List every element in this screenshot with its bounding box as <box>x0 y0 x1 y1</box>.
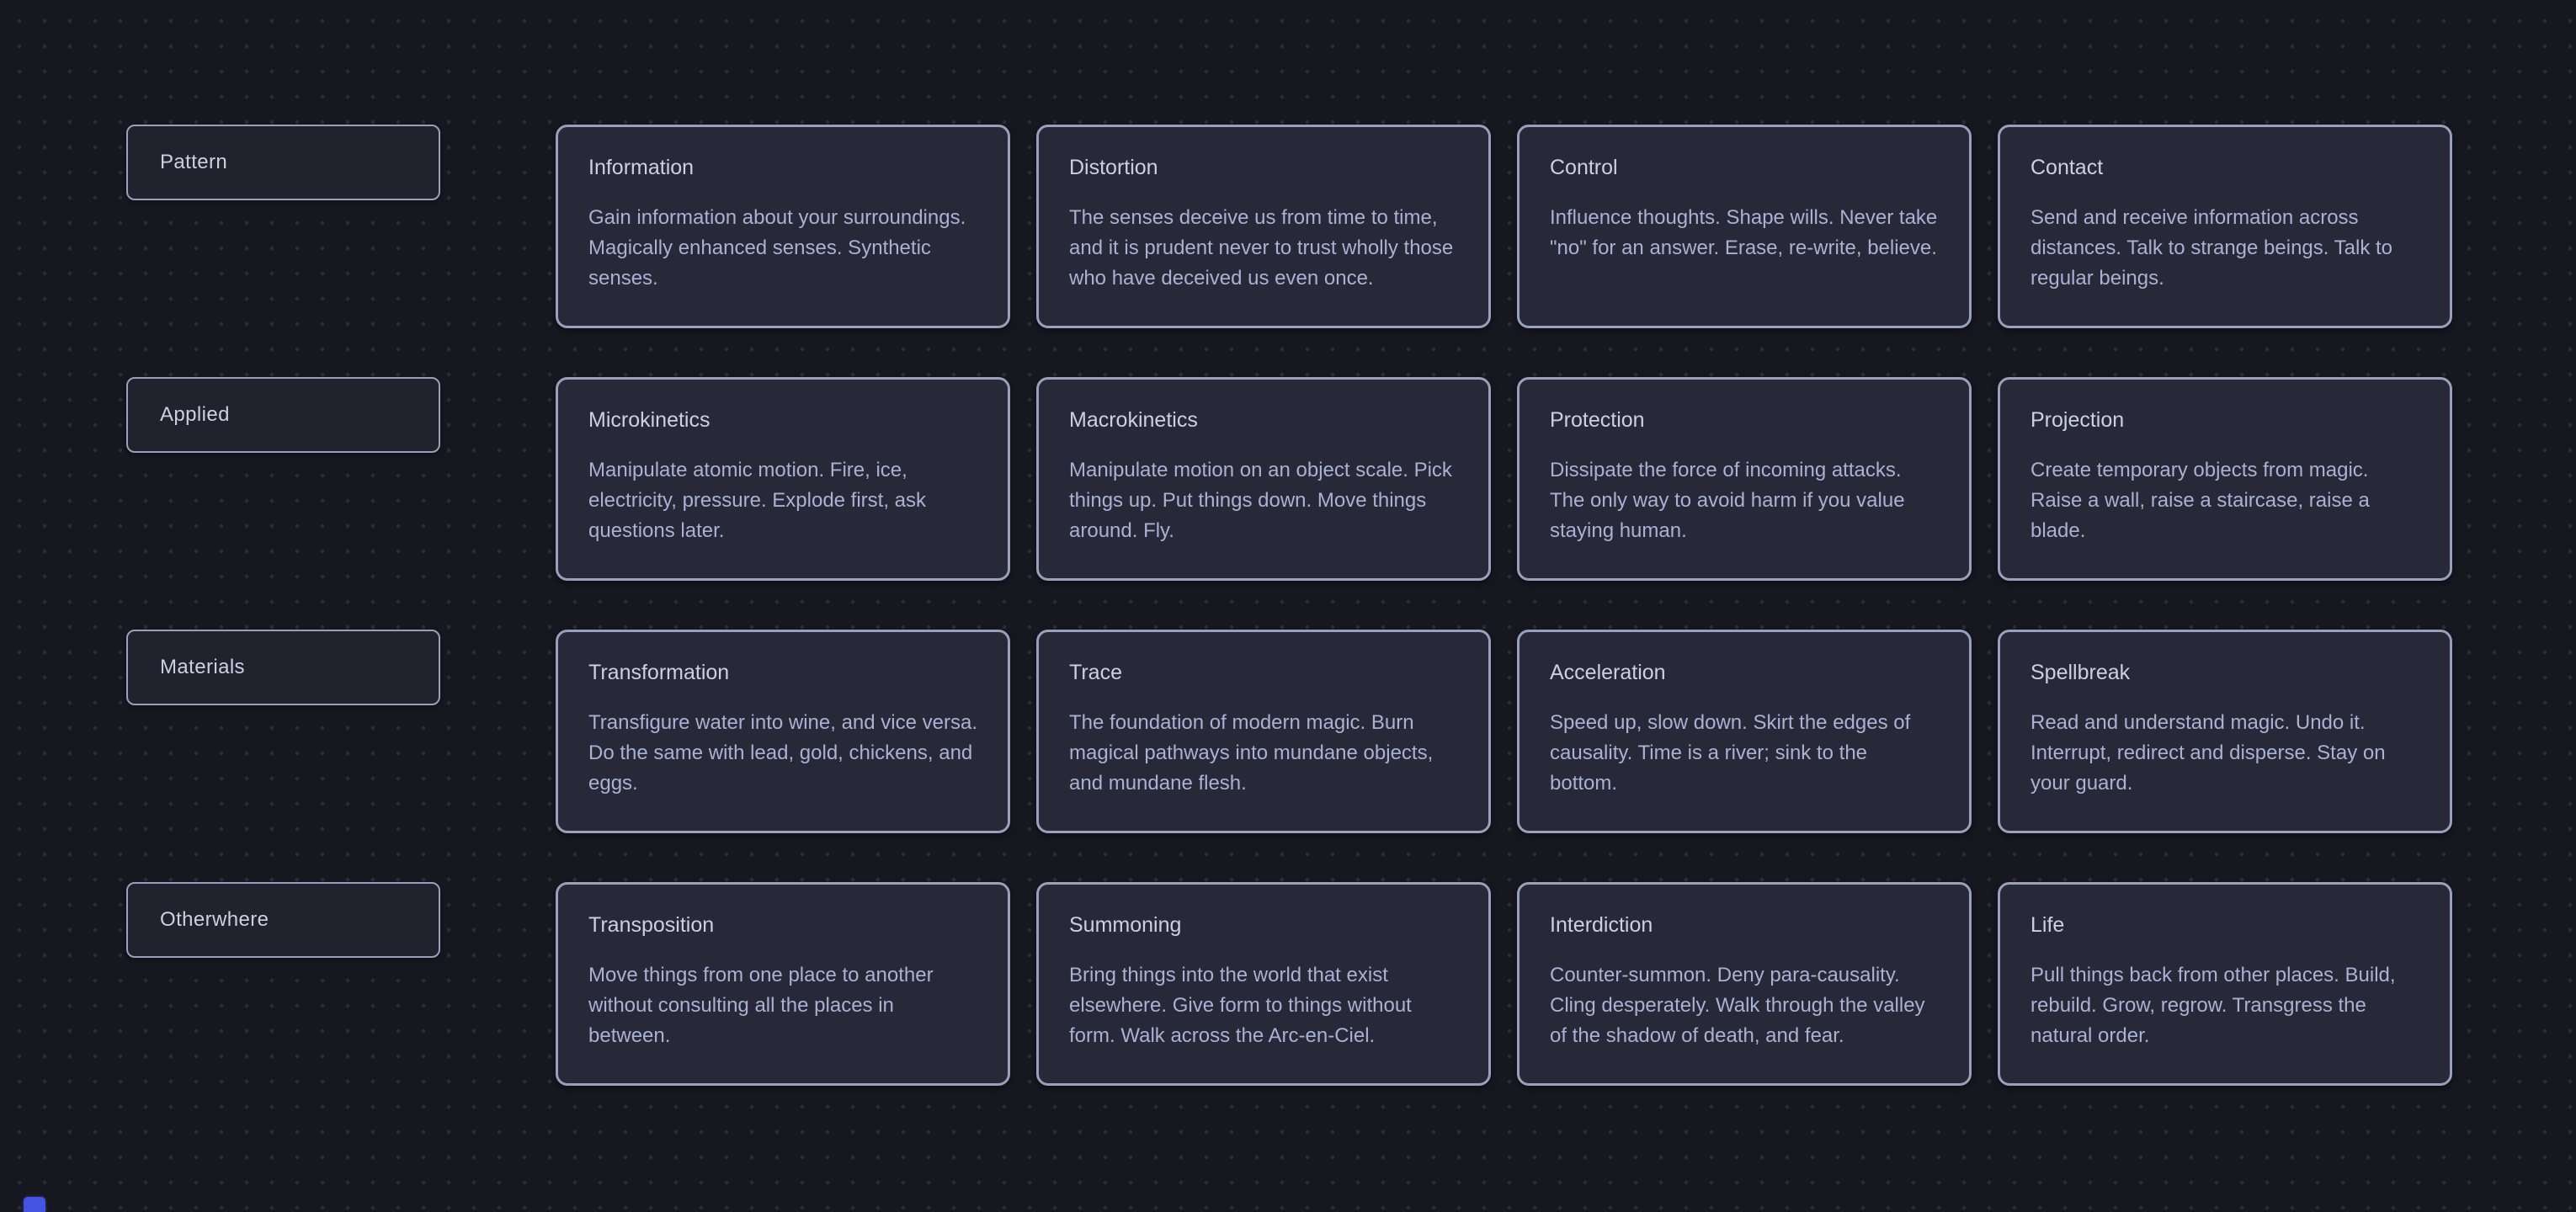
card-information[interactable] <box>556 125 1010 328</box>
card-description: Influence thoughts. Shape wills. Never take "no" for an answer. Erase, re-write, believe. <box>1550 206 1938 259</box>
card-protection[interactable] <box>1517 377 1972 581</box>
card-description: Gain information about your surroundings. Magically enhanced senses. Synthetic senses. <box>588 206 966 290</box>
card-control[interactable] <box>1517 125 1972 328</box>
row-label-materials[interactable] <box>126 630 440 705</box>
card-title: Information <box>588 156 695 179</box>
card-projection[interactable] <box>1998 377 2452 581</box>
card-microkinetics[interactable] <box>556 377 1010 581</box>
card-title: Interdiction <box>1550 913 1653 937</box>
card-description: Transfigure water into wine, and vice versa. Do the same with lead, gold, chickens, and eggs. <box>588 711 977 795</box>
card-description: Counter-summon. Deny para-causality. Cling desperately. Walk through the valley of the shadow of death, and fear. <box>1550 964 1925 1047</box>
row-label-pattern[interactable] <box>126 125 440 200</box>
row-materials <box>126 630 2452 833</box>
card-acceleration[interactable] <box>1517 630 1972 833</box>
card-macrokinetics[interactable] <box>1036 377 1491 581</box>
card-description: The senses deceive us from time to time, and it is prudent never to trust wholly those who have deceived us even once. <box>1069 206 1454 290</box>
card-description: Move things from one place to another without consulting all the places in between. <box>588 964 934 1047</box>
row-label-text: Pattern <box>160 151 228 173</box>
card-description: Speed up, slow down. Skirt the edges of causality. Time is a river; sink to the bottom. <box>1550 711 1911 795</box>
card-spellbreak[interactable] <box>1998 630 2452 833</box>
card-title: Spellbreak <box>2030 661 2131 684</box>
row-label-text: Applied <box>160 403 230 426</box>
card-description: Send and receive information across distances. Talk to strange beings. Talk to regular beings. <box>2030 206 2393 290</box>
card-transformation[interactable] <box>556 630 1010 833</box>
row-label-text: Otherwhere <box>160 908 269 931</box>
card-life[interactable] <box>1998 882 2452 1086</box>
card-description: Dissipate the force of incoming attacks. The only way to avoid harm if you value staying human. <box>1550 459 1905 542</box>
card-interdiction[interactable] <box>1517 882 1972 1086</box>
card-description: The foundation of modern magic. Burn magical pathways into mundane objects, and mundane flesh. <box>1069 711 1434 795</box>
card-title: Life <box>2030 913 2065 937</box>
row-applied <box>126 377 2452 581</box>
row-label-otherwhere[interactable] <box>126 882 440 958</box>
row-label-applied[interactable] <box>126 377 440 453</box>
row-label-text: Materials <box>160 656 245 678</box>
row-pattern <box>126 125 2452 328</box>
card-title: Transformation <box>588 661 730 684</box>
card-description: Read and understand magic. Undo it. Interrupt, redirect and disperse. Stay on your guard. <box>2030 711 2386 795</box>
card-summoning[interactable] <box>1036 882 1491 1086</box>
corner-dev-badge[interactable] <box>24 1197 45 1212</box>
card-title: Acceleration <box>1550 661 1666 684</box>
card-title: Contact <box>2030 156 2104 179</box>
card-title: Transposition <box>588 913 715 937</box>
card-trace[interactable] <box>1036 630 1491 833</box>
card-transposition[interactable] <box>556 882 1010 1086</box>
card-description: Manipulate motion on an object scale. Pick things up. Put things down. Move things around. Fly. <box>1069 459 1452 542</box>
card-description: Pull things back from other places. Build, rebuild. Grow, regrow. Transgress the natural order. <box>2030 964 2396 1047</box>
card-distortion[interactable] <box>1036 125 1491 328</box>
card-title: Protection <box>1550 408 1645 432</box>
card-title: Microkinetics <box>588 408 711 432</box>
card-title: Trace <box>1069 661 1122 684</box>
row-otherwhere <box>126 882 2452 1086</box>
card-description: Bring things into the world that exist elsewhere. Give form to things without form. Walk across the Arc-en-Ciel. <box>1069 964 1412 1047</box>
card-title: Control <box>1550 156 1618 179</box>
card-title: Projection <box>2030 408 2125 432</box>
card-description: Create temporary objects from magic. Raise a wall, raise a staircase, raise a blade. <box>2030 459 2370 542</box>
card-contact[interactable] <box>1998 125 2452 328</box>
spell-grid <box>126 125 2452 1086</box>
card-title: Distortion <box>1069 156 1158 179</box>
card-description: Manipulate atomic motion. Fire, ice, electricity, pressure. Explode first, ask questions later. <box>588 459 927 542</box>
card-title: Summoning <box>1069 913 1182 937</box>
card-title: Macrokinetics <box>1069 408 1198 432</box>
